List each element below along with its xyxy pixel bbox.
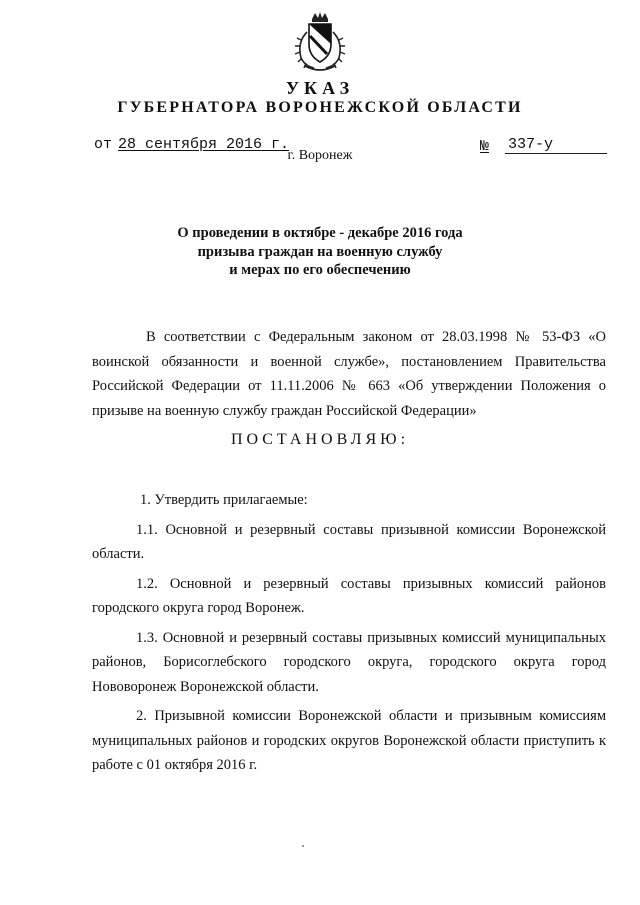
- decree-heading: ПОСТАНОВЛЯЮ:: [230, 431, 410, 448]
- subject-line: и мерах по его обеспечению: [229, 262, 411, 278]
- list-item: 2. Призывной комиссии Воронежской области и призывным комиссиям муниципальных районов и городских округов Воронежской области приступить к работе с 01 октября 2016 г.: [92, 708, 606, 773]
- scan-speck: [302, 845, 304, 847]
- coat-of-arms-emblem-icon: [287, 10, 353, 76]
- subject-line: призыва граждан на военную службу: [197, 243, 443, 260]
- subject-line: О проведении в октябре - декабре 2016 года: [177, 225, 463, 241]
- list-item: 1.1. Основной и резервный составы призывной комиссии Воронежской области.: [92, 521, 606, 562]
- document-subtitle: ГУБЕРНАТОРА ВОРОНЕЖСКОЙ ОБЛАСТИ: [117, 99, 523, 116]
- number-prefix: №: [480, 138, 490, 155]
- city-name: г. Воронеж: [287, 148, 353, 163]
- preamble: [92, 325, 606, 423]
- decree-body: [92, 488, 606, 783]
- date-value: 28 сентября 2016 г.: [118, 136, 290, 153]
- list-item: 1.3. Основной и резервный составы призывных комиссий муниципальных районов, Борисоглебского городского округа, городского округа город Нововоронеж Воронежской области.: [92, 629, 606, 695]
- preamble-text: В соответствии с Федеральным законом от 28.03.1998 № 53-ФЗ «О воинской обязанности и военной службе», постановлением Правительства Российской Федерации от 11.11.2006 № 663 «Об утверждении Положения о призыве на военную службу граждан Российской Федерации»: [92, 329, 606, 419]
- number-value: 337-у: [508, 136, 554, 153]
- list-item: 1. Утвердить прилагаемые:: [140, 492, 308, 508]
- document-title: УКАЗ: [285, 78, 355, 98]
- decree-subject: [140, 224, 500, 280]
- date-prefix: от: [94, 136, 113, 153]
- list-item: 1.2. Основной и резервный составы призывных комиссий районов городского округа город Воронеж.: [92, 575, 606, 616]
